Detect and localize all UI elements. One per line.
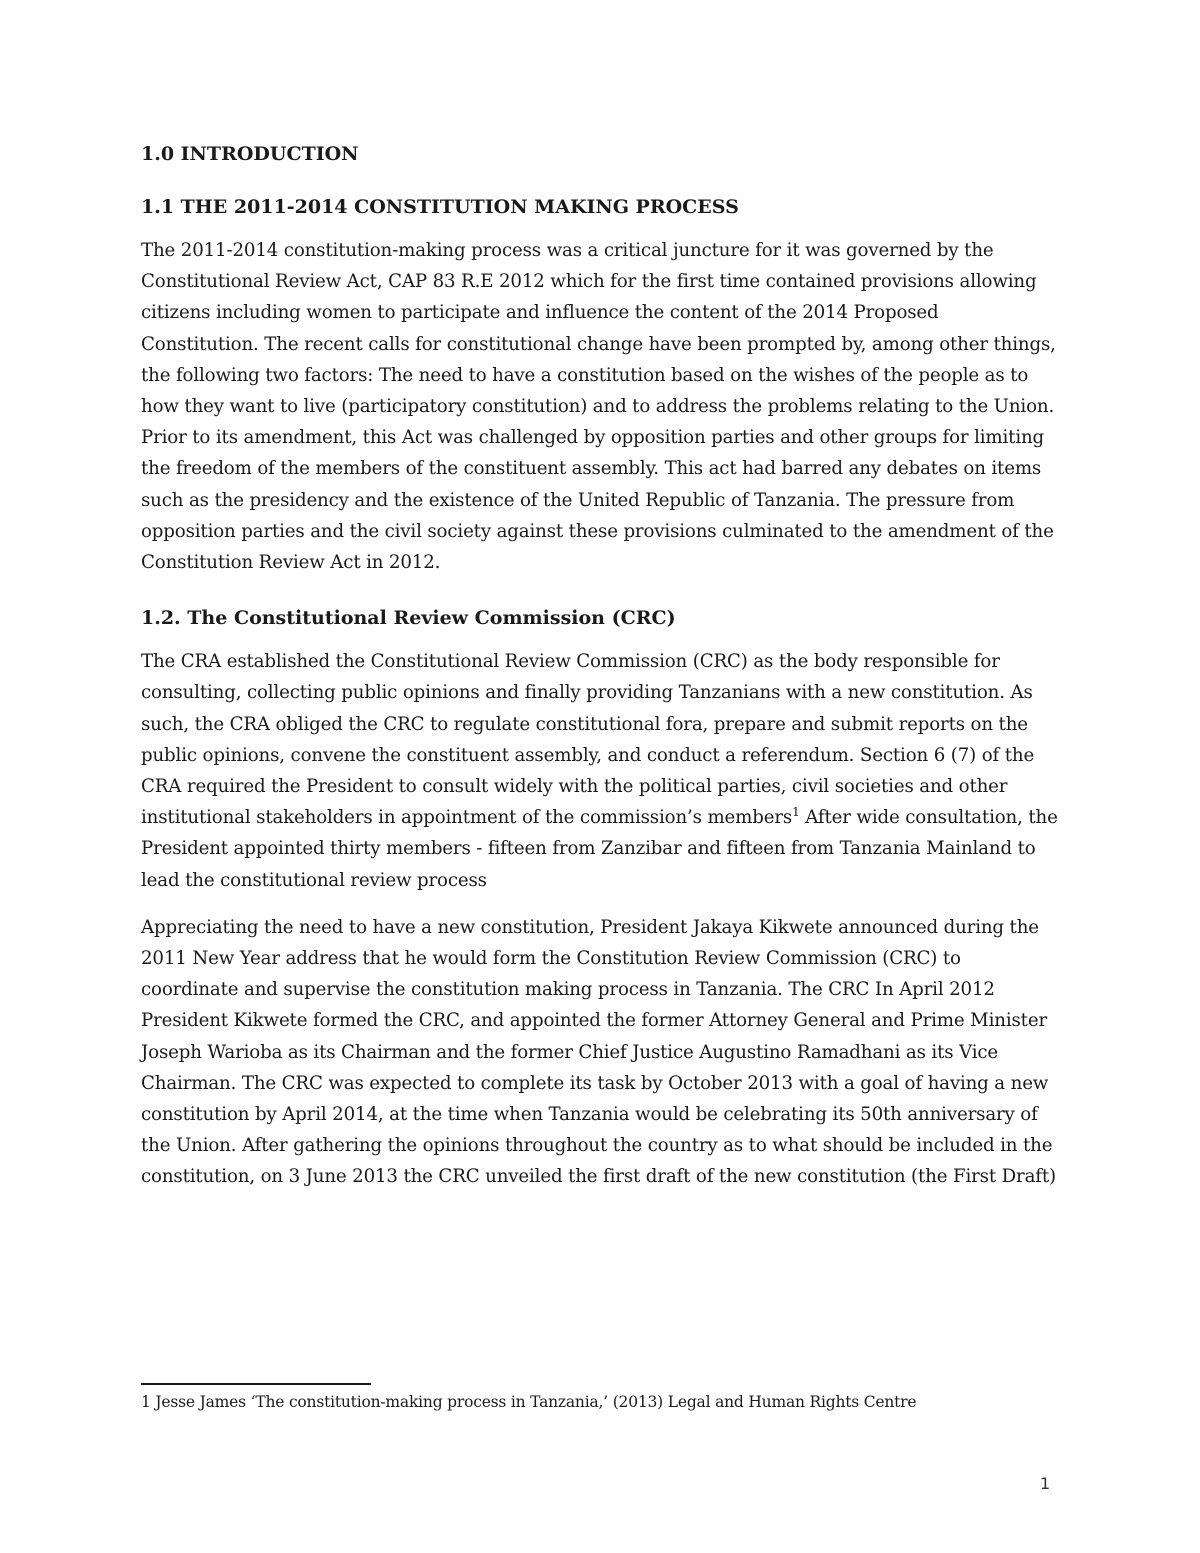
heading-constitution-making-process: 1.1 THE 2011-2014 CONSTITUTION MAKING PROCESS [141,196,739,218]
heading-constitutional-review-commission: 1.2. The Constitutional Review Commission (CRC) [141,607,676,630]
page-number: 1 [1040,1474,1051,1493]
paragraph-crc-tail-text: After wide consultation, the President appointed thirty members - fifteen from Zanzibar and fifteen from Tanzania Mainland to lead the constitutional review process [141,807,1058,891]
paragraph-kikwete-announcement: Appreciating the need to have a new constitution, President Jakaya Kikwete announced during the 2011 New Year address that he would form the Constitution Review Commission (CRC) to coordinate and supervise the constitution making process in Tanzania. The CRC In April 2012 President Kikwete formed the CRC, and appointed the former Attorney General and Prime Minister Joseph Warioba as its Chairman and the former Chief Justice Augustino Ramadhani as its Vice Chairman. The CRC was expected to complete its task by October 2013 with a goal of having a new constitution by April 2014, at the time when Tanzania would be celebrating its 50th anniversary of the Union. After gathering the opinions throughout the country as to what should be included in the constitution, on 3 June 2013 the CRC unveiled the first draft of the new constitution (the First Draft) [141,916,1056,1188]
footnote: 1 Jesse James ‘The constitution-making process in Tanzania,’ (2013) Legal and Human Rights Centre [141,1393,917,1411]
page-body [141,140,1061,1193]
paragraph-crc-main-text: The CRA established the Constitutional Review Commission (CRC) as the body responsible for consulting, collecting public opinions and finally providing Tanzanians with a new constitution. As such, the CRA obliged the CRC to regulate constitutional fora, prepare and submit reports on the public opinions, convene the constituent assembly, and conduct a referendum. Section 6 (7) of the CRA required the President to consult widely with the political parties, civil societies and other institutional stakeholders in appointment of the commission’s members [141,651,1035,829]
footnote-separator [141,1383,371,1385]
heading-introduction: 1.0 INTRODUCTION [141,143,359,165]
paragraph-crc [141,646,1061,896]
footnote-reference[interactable]: 1 [792,805,800,820]
paragraph-constitution-making-process: The 2011-2014 constitution-making process was a critical juncture for it was governed by the Constitutional Review Act, CAP 83 R.E 2012 which for the first time contained provisions allowing citizens including women to participate and influence the content of the 2014 Proposed Constitution. The recent calls for constitutional change have been prompted by, among other things, the following two factors: The need to have a constitution based on the wishes of the people as to how they want to live (participatory constitution) and to address the problems relating to the Union. Prior to its amendment, this Act was challenged by opposition parties and other groups for limiting the freedom of the members of the constituent assembly. This act had barred any debates on items such as the presidency and the existence of the United Republic of Tanzania. The pressure from opposition parties and the civil society against these provisions culminated to the amendment of the Constitution Review Act in 2012. [141,240,1056,574]
